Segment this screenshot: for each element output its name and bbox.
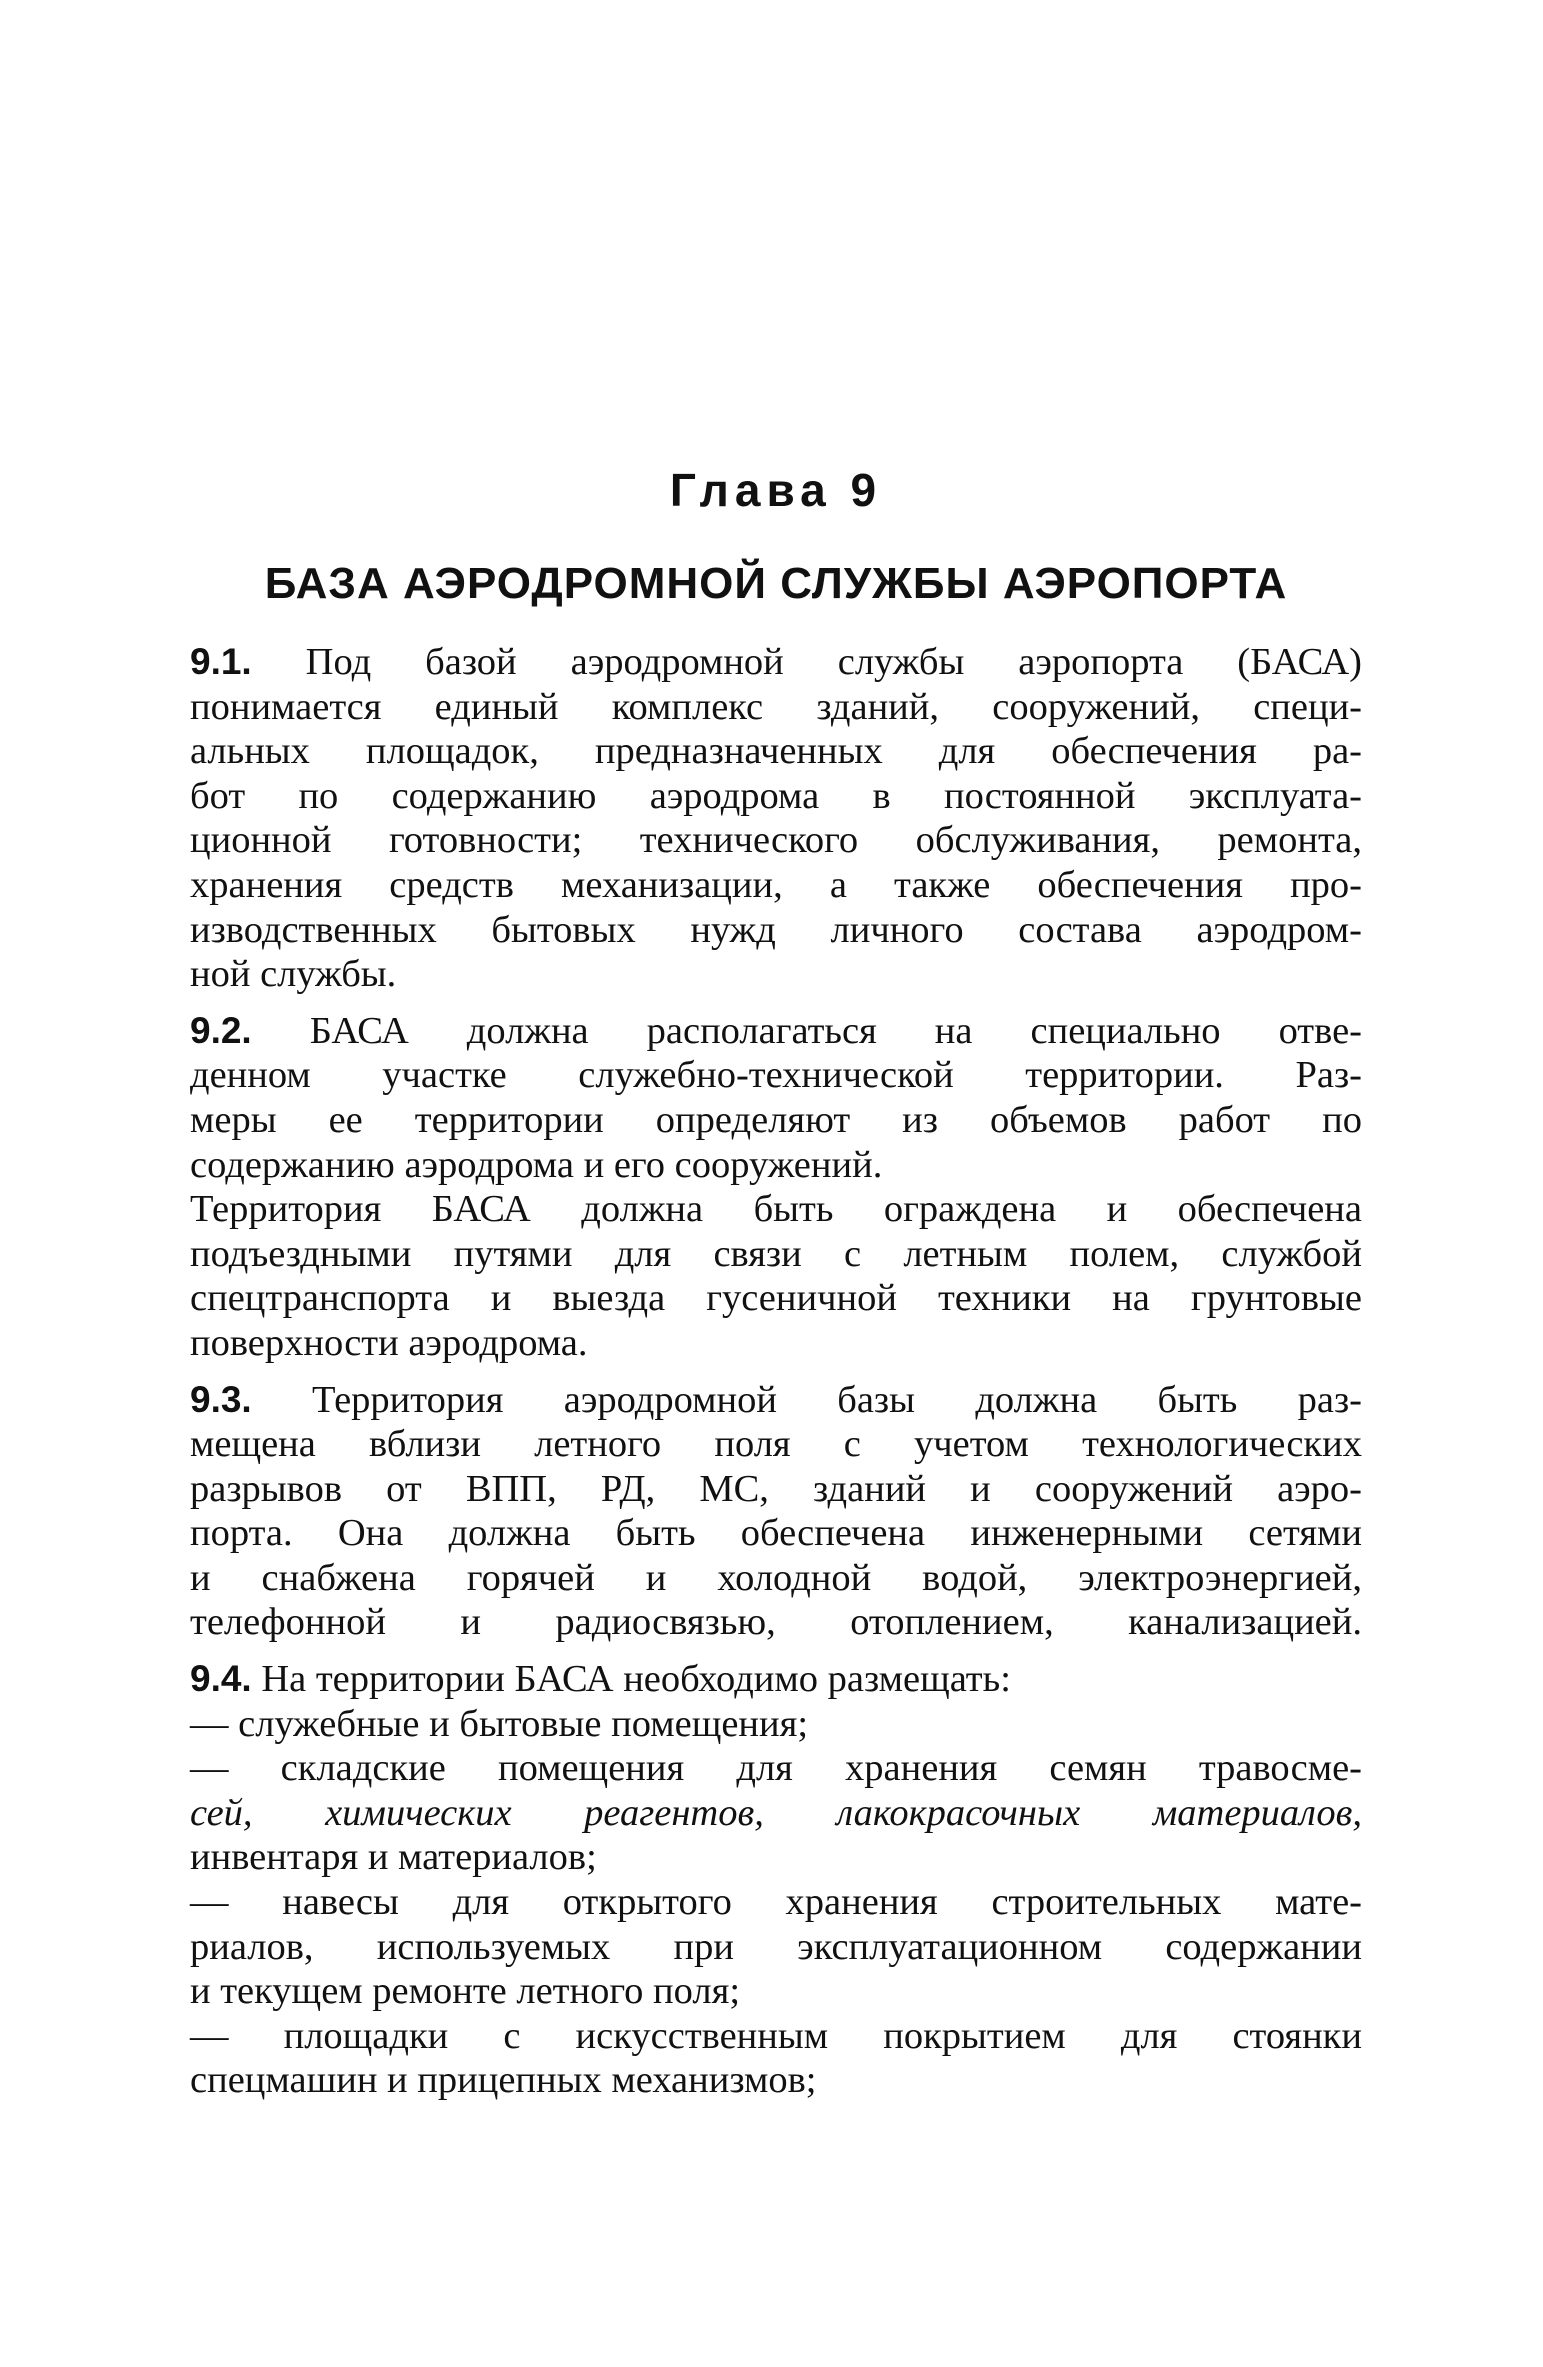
- text-line: понимается единый комплекс зданий, сооружений, специ-: [190, 685, 1362, 728]
- text-line: поверхности аэродрома.: [190, 1321, 588, 1364]
- section-9-3: [190, 1378, 1362, 1646]
- section-9-4: [190, 1657, 1362, 1702]
- text-line: хранения средств механизации, а также обеспечения про-: [190, 863, 1362, 906]
- section-number: 9.1.: [190, 641, 252, 682]
- text-line: порта. Она должна быть обеспечена инженерными сетями: [190, 1512, 1362, 1555]
- list-item: [190, 1746, 1362, 1880]
- list-item: [190, 1702, 1362, 1747]
- text-line: альных площадок, предназначенных для обеспечения ра-: [190, 730, 1362, 773]
- text-line: ционной готовности; технического обслуживания, ремонта,: [190, 819, 1362, 862]
- text-line: спецтранспорта и выезда гусеничной техники на грунтовые: [190, 1277, 1362, 1320]
- chapter-label: Глава 9: [669, 464, 883, 516]
- text-line: Под базой аэродромной службы аэропорта (БАСА): [305, 641, 1362, 683]
- text-line: разрывов от ВПП, РД, МС, зданий и сооружений аэро-: [190, 1467, 1362, 1510]
- section-9-2-continuation: [190, 1187, 1362, 1365]
- list-item: [190, 1880, 1362, 2014]
- section-number: 9.3.: [190, 1378, 252, 1420]
- text-line: меры ее территории определяют из объемов работ по: [190, 1098, 1362, 1141]
- text-line: денном участке служебно-технической территории. Раз-: [190, 1054, 1362, 1097]
- text-line: — складские помещения для хранения семян травосме-: [190, 1747, 1362, 1790]
- text-line: ной службы.: [190, 953, 397, 996]
- text-line: Территория БАСА должна быть ограждена и обеспечена: [190, 1188, 1362, 1231]
- text-line: — площадки с искусственным покрытием для стоянки: [190, 2014, 1362, 2057]
- text-line: и снабжена горячей и холодной водой, электроэнергией,: [190, 1556, 1362, 1599]
- text-line: и текущем ремонте летного поля;: [190, 1970, 741, 2013]
- text-line: риалов, используемых при эксплуатационном содержании: [190, 1925, 1362, 1968]
- text-line: На территории БАСА необходимо размещать:: [261, 1658, 1011, 1701]
- body-text: [190, 640, 1362, 2103]
- text-line: подъездными путями для связи с летным полем, службой: [190, 1232, 1362, 1275]
- text-line: бот по содержанию аэродрома в постоянной эксплуата-: [190, 774, 1362, 817]
- chapter-title: БАЗА АЭРОДРОМНОЙ СЛУЖБЫ АЭРОПОРТА: [264, 559, 1288, 608]
- text-line: мещена вблизи летного поля с учетом технологических: [190, 1423, 1362, 1466]
- text-line: сей, химических реагентов, лакокрасочных материалов,: [190, 1791, 1362, 1834]
- text-line: БАСА должна располагаться на специально отве-: [309, 1009, 1362, 1052]
- list-item: [190, 2014, 1362, 2103]
- text-line: — навесы для открытого хранения строительных мате-: [190, 1881, 1362, 1924]
- section-number: 9.4.: [190, 1658, 252, 1700]
- text-line: инвентаря и материалов;: [190, 1836, 597, 1879]
- text-line: изводственных бытовых нужд личного состава аэродром-: [190, 908, 1362, 951]
- text-line: спецмашин и прицепных механизмов;: [190, 2059, 817, 2102]
- section-9-1: [190, 640, 1362, 997]
- text-line: Территория аэродромной базы должна быть раз-: [312, 1378, 1363, 1421]
- text-line: — служебные и бытовые помещения;: [190, 1702, 809, 1745]
- text-line: телефонной и радиосвязью, отоплением, канализацией.: [190, 1601, 1362, 1644]
- text-line: содержанию аэродрома и его сооружений.: [190, 1143, 883, 1186]
- section-number: 9.2.: [190, 1009, 252, 1051]
- section-9-2: [190, 1009, 1362, 1187]
